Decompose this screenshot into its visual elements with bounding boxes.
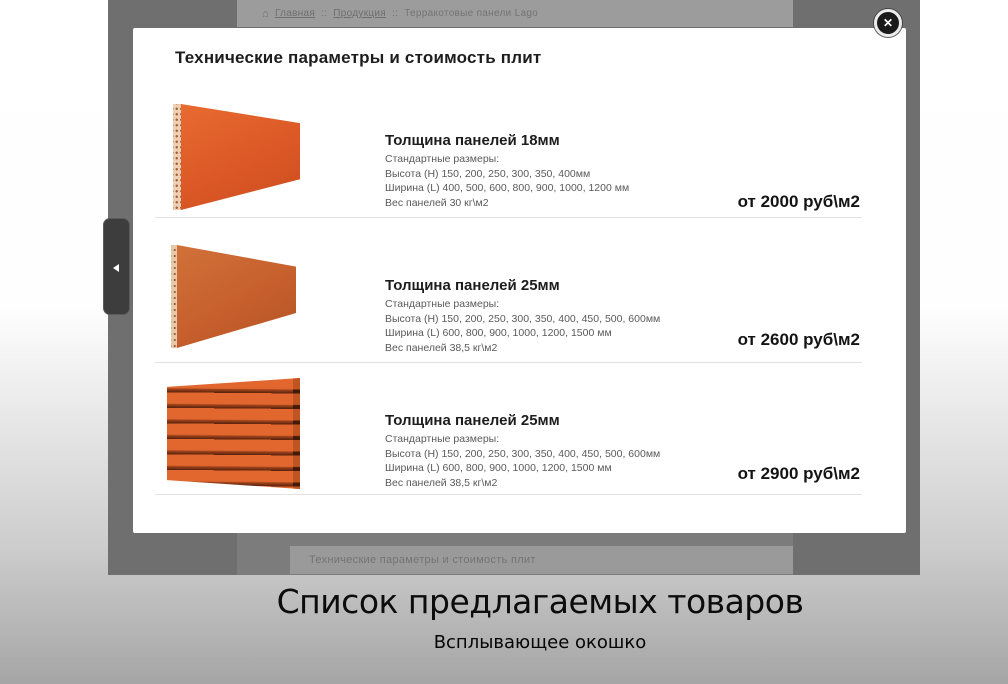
price-label: от 2900 руб\м2 [737,464,860,483]
row-divider [155,494,862,495]
breadcrumb-separator: :: [392,8,399,19]
breadcrumb-link-products[interactable]: Продукция [333,8,387,19]
panel-image-25mm [171,245,296,348]
price-label: от 2600 руб\м2 [737,330,860,349]
row-divider [155,362,862,363]
close-button[interactable] [874,9,902,37]
product-info [385,412,715,490]
panel-side-edge [293,378,300,489]
caption-subtitle: Всплывающее окошко [433,632,647,653]
spec-line: Вес панелей 38,5 кг\м2 [385,341,498,354]
panel-edge [173,104,182,210]
spec-line: Высота (H) 150, 200, 250, 300, 350, 400мм [385,167,591,180]
panel-edge [171,245,178,348]
spec-line: Ширина (L) 600, 800, 900, 1000, 1200, 1500 мм [385,327,612,339]
panel-image-25mm-louvered [167,378,300,489]
section-link[interactable]: Технические параметры и стоимость плит [290,546,793,574]
panel-face [177,245,296,348]
spec-line: Стандартные размеры: [385,298,500,310]
spec-line: Ширина (L) 600, 800, 900, 1000, 1200, 1500 мм [385,462,612,474]
spec-line: Вес панелей 30 кг\м2 [385,196,489,209]
spec-line: Высота (H) 150, 200, 250, 300, 350, 400, 450, 500, 600мм [385,312,661,325]
close-icon: ✕ [882,16,894,30]
product-info [385,277,715,355]
product-name: Толщина панелей 18мм [385,132,560,149]
caption [180,582,900,653]
panel-face [181,104,300,210]
caption-title: Список предлагаемых товаров [276,582,804,621]
breadcrumb-separator: :: [321,8,328,19]
breadcrumb-link-home[interactable]: Главная [274,8,316,19]
product-name: Толщина панелей 25мм [385,277,560,294]
breadcrumb-current: Терракотовые панели Lago [404,8,539,19]
product-name: Толщина панелей 25мм [385,412,560,429]
spec-line: Высота (H) 150, 200, 250, 300, 350, 400, 450, 500, 600мм [385,447,661,460]
spec-line: Стандартные размеры: [385,433,500,445]
spec-line: Ширина (L) 400, 500, 600, 800, 900, 1000, 1200 мм [385,182,630,194]
row-divider [155,217,862,218]
popup-modal [133,16,906,533]
home-icon[interactable]: ⌂ [262,7,269,20]
panel-slats [167,378,300,489]
product-info [385,132,715,210]
side-panel-handle[interactable] [103,218,130,315]
spec-line: Вес панелей 38,5 кг\м2 [385,476,498,489]
modal-title: Технические параметры и стоимость плит [175,48,542,67]
site-content-strip [237,533,793,575]
breadcrumb [237,0,793,27]
panel-image-18mm [173,104,300,210]
price-label: от 2000 руб\м2 [737,192,860,211]
spec-line: Стандартные размеры: [385,153,500,165]
arrow-left-icon [113,264,119,272]
